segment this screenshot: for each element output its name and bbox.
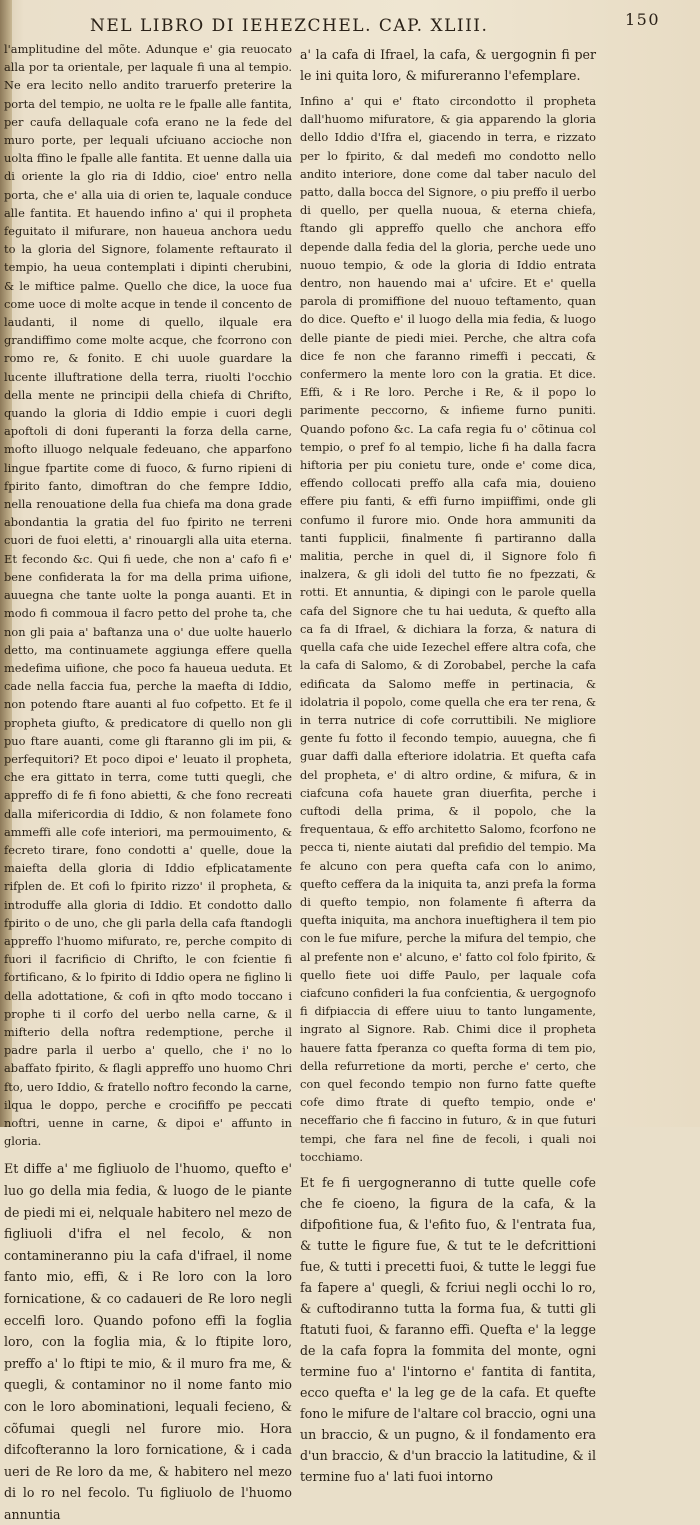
commentary-paragraph: l'amplitudine del mõte. Adunque e' gia reuocato alla por ta orientale, per laquale fi una al tempio. Ne era lecito nello andito traruerfo preterire la porta del tempio, ne uolta re le fpalle alle fantita, per caufa dellaquale cofa erano ne la fede del muro porte, per lequali ufciuano accioche non uolta ffino le fpalle alle fantita. Et uenne dalla uia di oriente la glo ria di Iddio, cioe' entro nella porta, che e' alla uia di orien te, laquale conduce alle fantita. Et hauendo infino a' qui il propheta feguitato il mifurare, non haueua anchora uedu to la gloria del Signore, folamente reftaurato il tempio, ha ueua contemplati i dipinti cherubini, & le miftice palme. Quello che dice, la uoce fua come uoce di molte acque in tende il concento de laudanti, il nome di quello, ilquale era grandiffimo come molte acque, che fcorrono con romo re, & fonito. E chi uuole guardare la lucente illuftratione della terra, riuolti l'occhio della mente ne principii della chiefa di Chrifto, quando la gloria di Iddio empie i cuori degli apoftoli di doni fuperanti la forza della carne, mofto illuogo nelquale fedeuano, che apparfono lingue fpartite come di fuoco, & furno ripieni di fpirito fanto, dimoftran do che fempre Iddio, nella renouatione della fua chiefa ma dona grade abondantia la gratia del fuo fpirito ne terreni cuori de fuoi eletti, a' rinouargli alla uita eterna. Et fecondo &c. Qui fi uede, che non a' cafo fi e' bene confiderata la for ma della prima uifione, auuegna che tante uolte la ponga auanti. Et in modo fi commoua il facro petto del prohe ta, che non gli paia a' baftanza una o' due uolte hauerlo detto, ma continuamete aggiunga effere quella medefima uifione, che poco fa haueua ueduta. Et cade nella faccia fua, perche la maefta di Iddio, non potendo ftare auanti al fuo cofpetto. Et fe il propheta giufto, & predicatore di quello non gli puo ftare auanti, come gli ftaranno gli im pii, & perfequitori? Et poco dipoi e' leuato il propheta, che era gittato in terra, come tutti quegli, che appreffo di fe fi fono abietti, & che fono recreati dalla mifericordia di Iddio, & non folamete fono ammeffi alle cofe interiori, ma permouimento, & fecreto tirare, fono condotti a' quelle, doue la maiefta della gloria di Iddio efplicatamente rifplen de. Et cofi lo fpirito rizzo' il propheta, & introduffe alla gloria di Iddio. Et condotto dallo fpirito o de uno, che gli parla della cafa ftandogli appreffo l'huomo mifurato, re, perche compito di fuori il facrificio di Chrifto, le con fcientie fi fortificano, & lo fpirito di Iddio opera ne figlino li della adottatione, & cofi in qfto modo toccano i prophe ti il corfo del uerbo nella carne, & il mifterio della noftra redemptione, perche il padre parla il uerbo a' quello, che i' no lo abaffato fpirito, & flagli appreffo uno huomo Chri fto, uero Iddio, & fratello noftro fecondo la carne, ilqua le doppo, perche e crocififfo pe peccati noftri, uenne in carne, & dipoi e' affunto in gloria. <box>4 42 292 1149</box>
scripture-paragraph: a' la cafa di Ifrael, la cafa, & uergognin fi per le ini quita loro, & mifureranno l'efemplare. <box>300 47 596 83</box>
page-header <box>70 4 670 44</box>
right-column <box>300 40 596 1484</box>
scripture-paragraph: Et fe fi uergogneranno di tutte quelle cofe che fe cioeno, la figura de la cafa, & la difpofitione fua, & l'efito fuo, & l'entrata fua, & tutte le figure fue, & tut te le defcrittioni fue, & tutti i precetti fuoi, & tutte le leggi fue fa fapere a' quegli, & fcriui negli occhi lo ro, & cuftodiranno tutta la forma fua, & tutti gli ftatuti fuoi, & faranno effi. Quefta e' la legge de la cafa fopra la fommita del monte, ogni termine fuo a' l'intorno e' fantita di fantita, ecco quefta e' la leg ge de la cafa. Et quefte fono le mifure de l'altare col braccio, ogni una un braccio, & un pugno, & il fondamento era d'un braccio, & d'un braccio la latitudine, & il termine fuo a' lati fuoi intorno <box>300 1174 596 1484</box>
scripture-paragraph: Et diffe a' me figliuolo de l'huomo, quefto e' luo go della mia fedia, & luogo de le piante de piedi mi ei, nelquale habitero nel mezo de figliuoli d'ifra el nel fecolo, & non contamineranno piu la cafa d'ifrael, il nome fanto mio, effi, & i Re loro con la loro fornicatione, & co cadaueri de Re loro negli eccelfi loro. Quando pofono effi la foglia loro, con la foglia mia, & lo ftipite loro, preffo a' lo ftipi te mio, & il muro fra me, & quegli, & contaminor no il nome fanto mio con le loro abominationi, lequali fecieno, & cõfumai quegli nel furore mio. Hora difcofteranno la loro fornicatione, & i cada ueri de Re loro da me, & habitero nel mezo di lo ro nel fecolo. Tu figliuolo de l'huomo annuntia <box>4 1161 292 1522</box>
folio-number: 150 <box>624 10 660 29</box>
commentary-paragraph: Infino a' qui e' ftato circondotto il propheta dall'huomo mifuratore, & gia apparendo la gloria dello Iddio d'Ifra el, giacendo in terra, e rizzato per lo fpirito, & dal medefi mo condotto nello andito interiore, done come dal taber naculo del patto, dalla bocca del Signore, o piu preffo il uerbo di quello, per quella nuoua, & eterna chiefa, ftando gli appreffo quello che anchora effo depende dalla fedia del la gloria, perche uede uno nuouo tempio, & ode la gloria di Iddio entrata dentro, non hauendo mai a' ufcire. Et e' quella parola di promiffione del nuouo teftamento, quan do dice. Quefto e' il luogo della mia fedia, & luogo delle piante de piedi miei. Perche, che altra cofa dice fe non che faranno rimeffi i peccati, & confermero la mente loro con la gratia. Et dice. Effi, & i Re loro. Perche i Re, & il popo lo parimente peccorno, & infieme furno puniti. Quando pofono &c. La cafa regia fu o' cõtinua col tempio, o pref fo al tempio, liche fi ha dalla facra hiftoria per piu conietu ture, onde e' come dica, effendo collocati preffo alla cafa mia, douieno effere piu fanti, & effi furno impiiffimi, onde gli confumo il furore mio. Onde hora ammuniti da tanti fupplicii, finalmente fi partiranno dalla malitia, perche in quel di, il Signore folo fi inalzera, & gli idoli del tutto fie no fpezzati, & rotti. Et annuntia, & dipingi con le parole quella cafa del Signore che tu hai ueduta, & quefto alla ca fa di Ifrael, & dichiara la forza, & natura di quella cafa che uide Iezechel effere altra cofa, che la cafa di Salomo, & di Zorobabel, perche la cafa edificata da Salomo meffe in pertinacia, & idolatria il popolo, come quella che era ter rena, & in terra nutrice di cofe corruttibili. Ne migliore gente fu fotto il fecondo tempio, auuegna, che fi guar daffi dalla efteriore idolatria. Et quefta cafa del propheta, e' di altro ordine, & mifura, & in ciafcuna cofa hauete gran diuerfita, perche i cuftodi della prima, & il popolo, che la frequentaua, & effo architetto Salomo, fcorfono ne pecca ti, niente aiutati dal prefidio del tempio. Ma fe alcuno con pera quefta cafa con lo animo, quefto ceffera da la iniquita ta, anzi prefa la forma di quefto tempio, non folamente fi afterra da quefta iniquita, ma anchora inueftighera il tem pio con le fue mifure, perche la mifura del tempio, che al prefente non e' alcuno, e' fatto col folo fpirito, & quello fiete uoi diffe Paulo, per laquale cofa ciafcuno confideri la fua confcientia, & uergognofo fi difpiaccia di effere uiuu to tanto lungamente, ingrato al Signore. Rab. Chimi dice il propheta hauere fatta fperanza co quefta forma di tem pio, della refurretione da morti, perche e' certo, che con quel fecondo tempio non furno fatte quefte cofe dimo ftrate di quefto tempio, onde e' neceffario che fi faccino in futuro, & in que futuri tempi, che fara nel fine de fecoli, i quali noi tocchiamo. <box>300 94 596 1164</box>
running-head: NEL LIBRO DI IEHEZCHEL. CAP. XLIII. <box>90 16 489 36</box>
left-column <box>4 40 292 1522</box>
